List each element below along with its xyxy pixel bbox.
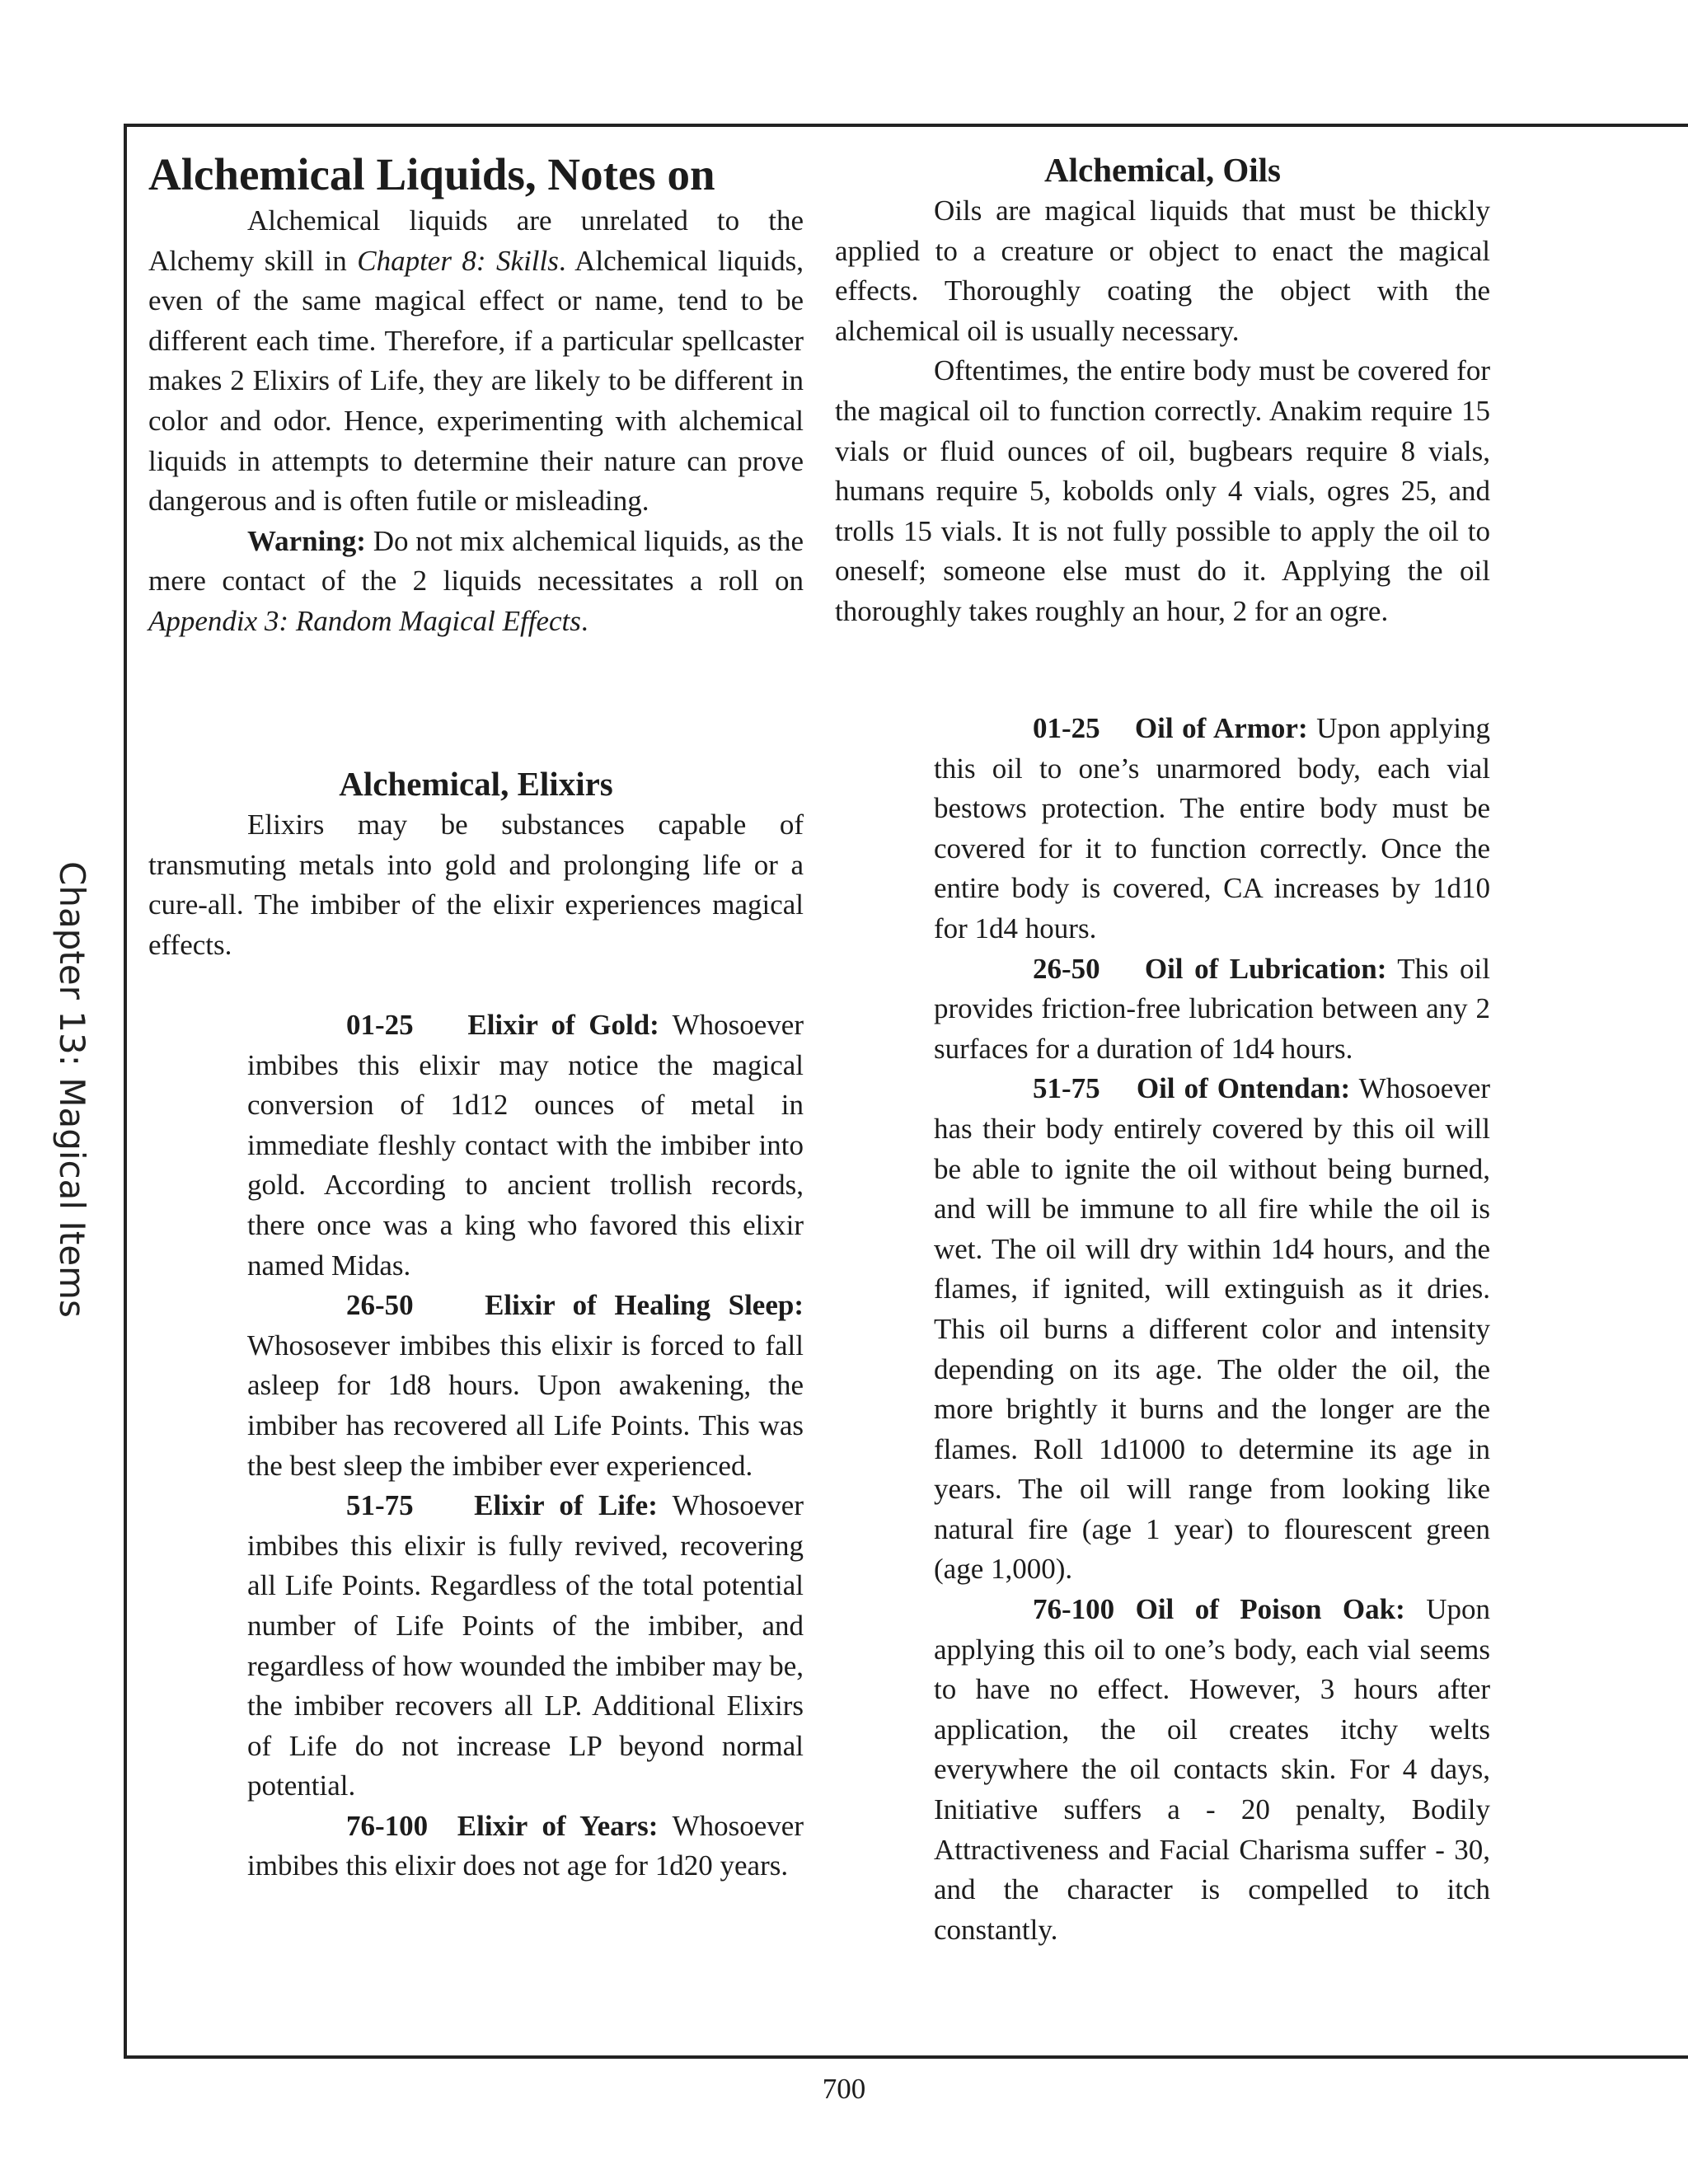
entry-name: Elixir of Healing Sleep: [485,1289,804,1322]
page-number: 700 [822,2073,866,2105]
entry-text: Upon applying this oil to one’s unarmored body, each vial bestows protection. The entire body must be covered for it to function correctly. Once the entire body is covered, CA increases by 1d10 for 1d4 hours. [934,712,1490,944]
entry-text: Whosoever has their body entirely covered by this oil will be able to ignite the oil without being burned, and will be immune to all fire while the oil is wet. The oil will dry within 1d4 hours, and the flames, if ignited, will extinguish as it dries. This oil burns a different color and intensity depending on its age. The older the oil, the more brightly it burns and the longer are the flames. Roll 1d1000 to determine its age in years. The oil will range from looking like natural fire (age 1 year) to flourescent green (age 1,000). [934,1072,1490,1586]
elixirs-section [148,762,804,965]
entry-name: Elixir of Life: [474,1489,658,1522]
entry-range: 26-50 [1033,952,1100,985]
entry-text: Whosoever imbibes this elixir does not age for 1d20 years. [247,1809,804,1882]
entry-name: Oil of Poison Oak: [1135,1593,1405,1626]
liquids-text-cont: . Alchemical liquids, even of the same magical effect or name, tend to be different each time. Therefore, if a particular spellcaster makes 2 Elixirs of Life, they are likely to be different in color and odor. Hence, experimenting with alchemical liquids in attempts to determine their nature can prove dangerous and is often futile or misleading. [148,244,804,518]
oil-entry [934,949,1490,1070]
entry-name: Oil of Lubrication: [1144,952,1387,985]
entry-text: This oil provides friction-free lubrication between any 2 surfaces for a duration of 1d4 hours. [934,952,1490,1065]
elixir-entry [247,1807,804,1886]
entry-range: 76-100 [346,1809,429,1842]
oils-paragraph-1: Oils are magical liquids that must be thickly applied to a creature or object to enact the magical effects. Thoroughly coating the object with the alchemical oil is usually necessary. [835,194,1490,347]
oil-entry [934,709,1490,949]
chapter-reference: Chapter 8: Skills [357,244,559,277]
entry-range: 01-25 [1033,712,1100,744]
liquids-title: Alchemical Liquids, Notes on [148,149,715,199]
chapter-side-label: Chapter 13: Magical Items [52,861,92,1318]
warning-label: Warning: [247,524,366,557]
warning-paragraph [148,522,804,642]
warning-text: Do not mix alchemical liquids, as the mere contact of the 2 liquids necessitates a roll on [148,524,804,598]
entry-text: Whosoever imbibes this elixir is fully revived, recovering all Life Points. Regardless of the total potential number of Life Points of the imbiber, and regardless of how wounded the imbiber may be, the imbiber recovers all LP. Additional Elixirs of Life do not increase LP beyond normal potential. [247,1489,804,1802]
entry-name: Oil of Ontendan: [1136,1072,1351,1105]
appendix-reference: Appendix 3: Random Magical Effects [148,604,581,637]
oils-title: Alchemical, Oils [1044,151,1281,189]
entry-name: Elixir of Years: [457,1809,659,1842]
elixir-entry [247,1486,804,1807]
entry-range: 01-25 [346,1009,414,1041]
entry-range: 51-75 [346,1489,414,1522]
oil-entry [934,1069,1490,1590]
liquids-section [148,148,804,642]
elixir-entry [247,1005,804,1286]
entry-text: Upon applying this oil to one’s body, each vial seems to have no effect. However, 3 hours after application, the oil creates itchy welts everywhere the oil contacts skin. For 4 days, Initiative suffers a - 20 penalty, Bodily Attractiveness and Facial Charisma suffer - 30, and the character is compelled to itch constantly. [934,1593,1490,1946]
entry-text: Whososever imbibes this elixir is forced to fall asleep for 1d8 hours. Upon awakening, the imbiber has recovered all Life Points. This was the best sleep the imbiber ever experienced. [247,1329,804,1482]
oil-entry [934,1590,1490,1950]
entry-range: 26-50 [346,1289,414,1322]
entry-range: 76-100 [1033,1593,1115,1626]
warning-text-end: . [580,604,588,637]
entry-name: Oil of Armor: [1134,712,1308,744]
elixirs-title: Alchemical, Elixirs [339,765,613,803]
entry-name: Elixir of Gold: [467,1009,659,1041]
liquids-paragraph [148,201,804,522]
elixirs-intro: Elixirs may be substances capable of transmuting metals into gold and prolonging life or a cure-all. The imbiber of the elixir experiences magical effects. [148,808,804,961]
oil-list [934,709,1490,1950]
entry-text: Whosoever imbibes this elixir may notice the magical conversion of 1d12 ounces of metal in immediate fleshly contact with the imbiber into gold. According to ancient trollish records, there once was a king who favored this elixir named Midas. [247,1009,804,1282]
oils-paragraph-2: Oftentimes, the entire body must be covered for the magical oil to function correctly. Anakim require 15 vials or fluid ounces of oil, bugbears require 8 vials, humans require 5, kobolds only 4 vials, ogres 25, and trolls 15 vials. It is not fully possible to apply the oil to oneself; someone else must do it. Applying the oil thoroughly takes roughly an hour, 2 for an ogre. [835,354,1490,627]
liquids-text: Alchemical liquids are unrelated to the Alchemy skill in [148,204,804,277]
elixir-list [247,1005,804,1886]
oils-section [835,148,1490,632]
elixir-entry [247,1286,804,1486]
entry-range: 51-75 [1033,1072,1100,1105]
